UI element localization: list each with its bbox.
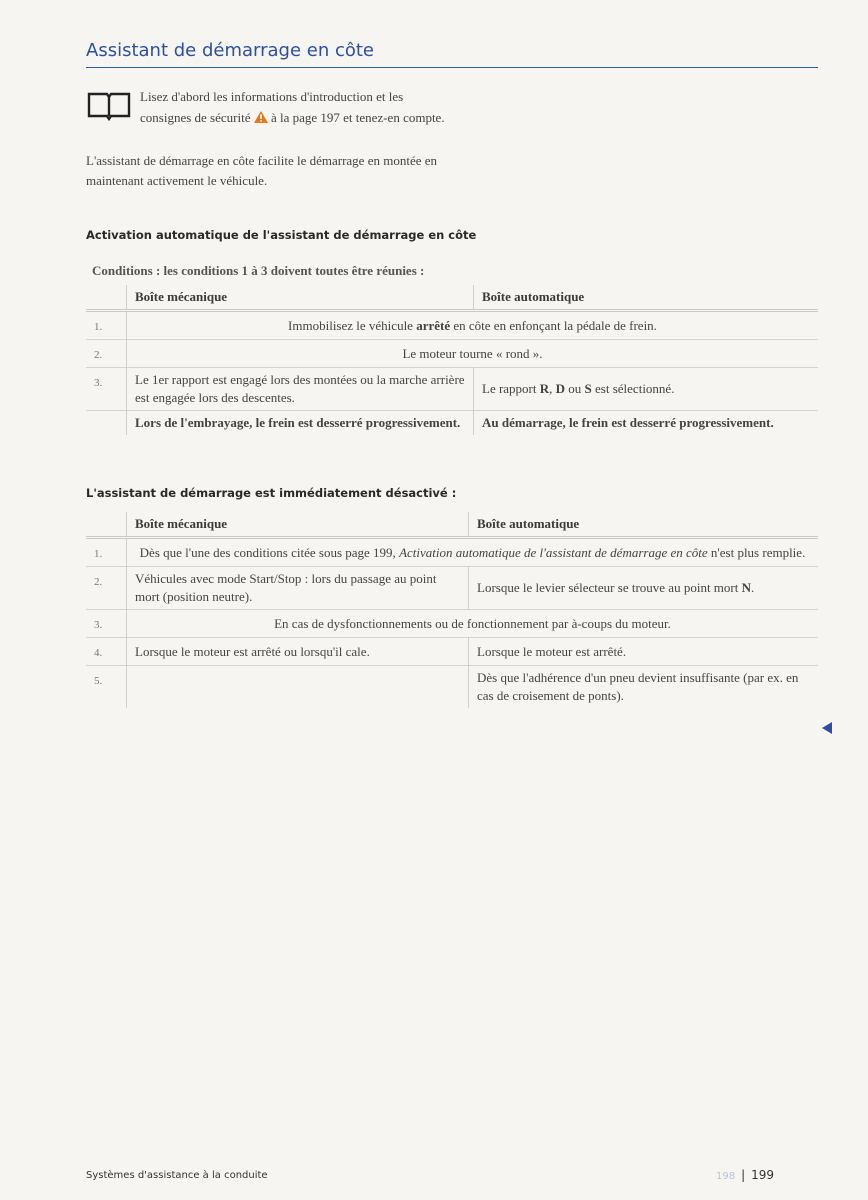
table-header-row	[86, 285, 818, 311]
row-text: En cas de dysfonctionnements ou de fonctionnement par à-coups du moteur.	[127, 610, 819, 638]
table-row	[86, 368, 818, 411]
bold-span: S	[584, 381, 592, 396]
header-manual: Boîte mécanique	[127, 285, 474, 311]
row-number: 3.	[86, 368, 127, 411]
table-row	[86, 567, 818, 610]
footer-chapter: Systèmes d'assistance à la conduite	[86, 1170, 268, 1181]
table-row	[86, 610, 818, 638]
row-number	[86, 411, 127, 436]
table-row	[86, 666, 818, 709]
row-number: 3.	[86, 610, 127, 638]
cell-manual: Le 1er rapport est engagé lors des montées ou la marche arrière est engagée lors des descentes.	[127, 368, 474, 411]
row-number: 2.	[86, 567, 127, 610]
intro-text-2: à la page 197 et tenez-en compte.	[270, 110, 445, 125]
header-auto: Boîte automatique	[474, 285, 819, 311]
text-span: n'est plus remplie.	[710, 544, 806, 560]
conditions-caption: Conditions : les conditions 1 à 3 doivent toutes être réunies :	[92, 263, 425, 278]
table-row	[86, 638, 818, 666]
header-auto: Boîte automatique	[469, 512, 819, 538]
text-span: Lorsque le levier sélecteur se trouve au point mort	[477, 580, 739, 595]
table-row	[86, 538, 818, 567]
cell-auto: Au démarrage, le frein est desserré progressivement.	[474, 411, 819, 436]
text-span: Dès que l'une des conditions citée sous page 199,	[139, 544, 396, 560]
triangle-left-icon	[822, 722, 832, 734]
row-text	[127, 311, 819, 340]
row-number: 4.	[86, 638, 127, 666]
text-span: est sélectionné.	[595, 381, 675, 396]
intro-paragraph	[86, 86, 446, 128]
bold-span: arrêté	[416, 317, 451, 333]
activation-table	[86, 285, 818, 435]
text-span: ou	[568, 381, 582, 396]
deactivation-heading: L'assistant de démarrage est immédiatement désactivé :	[86, 486, 457, 500]
warning-triangle-icon	[254, 111, 268, 123]
row-number: 1.	[86, 311, 127, 340]
section-title: Assistant de démarrage en côte	[86, 40, 818, 68]
header-num	[86, 285, 127, 311]
table-header-row	[86, 512, 818, 538]
row-number: 2.	[86, 340, 127, 368]
deactivation-table	[86, 512, 818, 708]
current-page-number: 199	[751, 1168, 775, 1182]
cell-manual: Véhicules avec mode Start/Stop : lors du passage au point mort (position neutre).	[127, 567, 469, 610]
bold-span: N	[741, 580, 751, 595]
text-span: .	[751, 580, 755, 595]
previous-page-number: 198	[716, 1171, 736, 1182]
cell-manual: Lorsque le moteur est arrêté ou lorsqu'il cale.	[127, 638, 469, 666]
table-row	[86, 411, 818, 436]
bold-span: R	[539, 381, 550, 396]
cell-auto: Lorsque le moteur est arrêté.	[469, 638, 819, 666]
text-span: Immobilisez le véhicule	[288, 317, 413, 333]
page-number	[716, 1168, 774, 1182]
text-span: Le rapport	[482, 381, 537, 396]
cell-auto	[474, 368, 819, 411]
cell-auto	[469, 567, 819, 610]
header-manual: Boîte mécanique	[127, 512, 469, 538]
cell-manual: Lors de l'embrayage, le frein est desserré progressivement.	[127, 411, 474, 436]
book-icon	[86, 88, 132, 122]
description-paragraph: L'assistant de démarrage en côte facilite le démarrage en montée en maintenant activement le véhicule.	[86, 153, 437, 188]
cross-reference-link[interactable]: Activation automatique de l'assistant de démarrage en côte	[399, 544, 708, 560]
header-num	[86, 512, 127, 538]
row-text: Le moteur tourne « rond ».	[127, 340, 819, 368]
row-text	[127, 538, 819, 567]
page-separator: |	[741, 1168, 746, 1182]
text-span: en côte en enfonçant la pédale de frein.	[453, 317, 657, 333]
intro-text-1: Lisez d'abord les informations d'introduction et les consignes de sécurité	[140, 89, 404, 125]
row-number: 1.	[86, 538, 127, 567]
cell-manual	[127, 666, 469, 709]
row-number: 5.	[86, 666, 127, 709]
table-row	[86, 311, 818, 340]
activation-heading: Activation automatique de l'assistant de démarrage en côte	[86, 228, 477, 242]
cell-auto: Dès que l'adhérence d'un pneu devient insuffisante (par ex. en cas de croisement de ponts).	[469, 666, 819, 709]
table-row	[86, 340, 818, 368]
text-span: ,	[549, 381, 553, 396]
bold-span: D	[555, 381, 566, 396]
